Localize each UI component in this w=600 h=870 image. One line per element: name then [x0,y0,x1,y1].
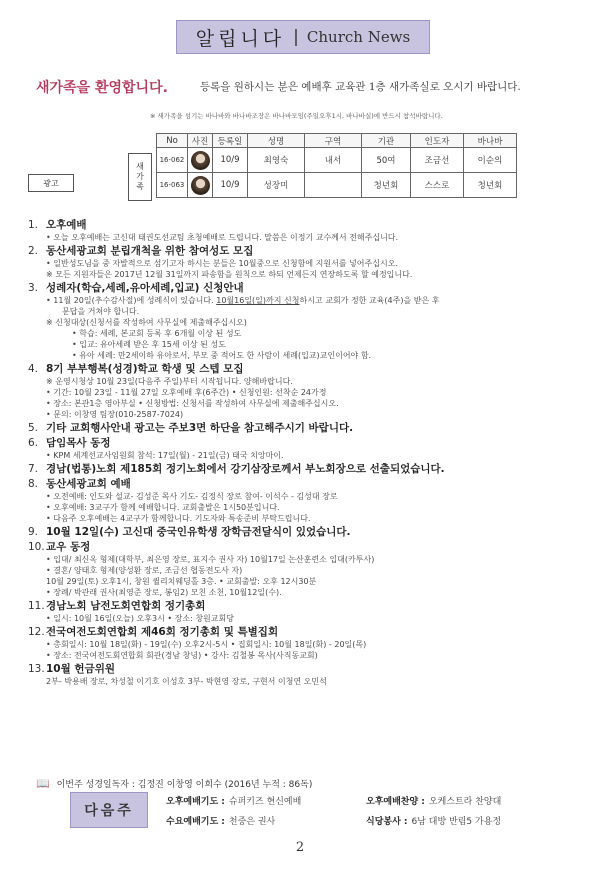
duty-key: 식당봉사 : [366,817,408,827]
item-line: • 기간: 10월 23일 - 11월 27일 오후예배 후(6주간) • 신청인원: 선착순 24가정 [46,388,327,397]
item-line: • KPM 세계선교사임원회 참석: 17일(월) - 21일(금) 태국 치앙마이. [46,451,284,460]
col-header: 성명 [248,134,305,148]
photo-cell [188,148,213,173]
item-title: 성례자(학습,세례,유아세례,입교) 신청안내 [46,282,244,294]
item-line: • 다음주 오후예배는 4교구가 함께합니다. 기도자와 특송준비 부탁드립니다. [46,514,311,523]
row-name: 최영숙 [248,148,305,173]
announcement-item [28,436,584,461]
header-title-ko: 알립니다 [195,27,286,50]
item-number: 10. [28,541,45,553]
item-title: 동산세광교회 예배 [46,478,131,490]
next-week-label: 다음주 [70,792,148,828]
item-number: 3. [28,282,39,294]
announcement-item [28,421,584,435]
book-icon: 📖 [36,777,50,790]
announcement-list [28,218,584,688]
welcome-message: 등록을 원하시는 분은 예배후 교육관 1층 새가족실로 오시기 바랍니다. [200,81,521,93]
item-line: 10월 29일(토) 오후1시, 창원 퀼리치웨딩홀 3층. • 교회출발: 오후 12시30분 [46,577,317,586]
item-line: • 오전예배: 인도와 설교- 김성준 목사 기도- 김정식 장로 참여- 이석수 - 김성대 장로 [46,492,338,501]
item-number: 8. [28,478,39,490]
newfamily-label [128,153,152,201]
item-title: 경남노회 남전도회연합회 정기총회 [46,600,206,612]
col-header: 구역 [305,134,362,148]
item-subline: • 입교: 유아세례 받은 후 15세 이상 된 성도 [72,340,226,349]
next-week-row [366,814,501,827]
item-title: 10월 헌금위원 [46,663,115,675]
item-line: • 장례/ 박관래 권사(최영준 장로, 봉임2) 모친 소천, 10월12일(수). [46,588,282,597]
announcement-item [28,477,584,524]
announcement-item [28,625,584,661]
next-week-row [166,814,275,827]
item-number: 1. [28,219,39,231]
page-header [176,20,430,54]
row-guide: 조금선 [411,148,464,173]
item-line: • 입대/ 최신옥 형제(대학부, 최은영 장로, 표지수 권사 자) 10월17일 논산훈련소 입대(카투사) [46,555,375,564]
item-line: 2부- 박용배 장로, 차성철 이기호 이성호 3부- 박현영 장로, 구현서 이청연 오민석 [46,677,327,686]
item-line: • 장소: 본관1층 영아부실 • 신청방법: 신청서를 작성하여 사무실에 제출해주십시오. [46,399,339,408]
row-barnabas: 청년회 [464,173,517,198]
item-line: • 일시: 10월 16일(오늘) 오후3시 • 장소: 창원교회당 [46,614,234,623]
item-title: 오후예배 [46,219,87,231]
duty-key: 오후예배기도 : [166,797,225,807]
col-header: 인도자 [411,134,464,148]
item-title: 8기 부부행복(성경)학교 학생 및 스텝 모집 [46,363,244,375]
header-separator: | [293,27,299,47]
item-title: 전국여전도회연합회 제46회 정기총회 및 특별집회 [46,626,279,638]
item-number: 5. [28,422,39,434]
item-title: 경남(법통)노회 제185회 정기노회에서 강기삼장로께서 부노회장으로 선출되었습니다. [46,463,445,475]
row-guide: 스스로 [411,173,464,198]
row-barnabas: 이순의 [464,148,517,173]
bible-reader-text: 이번주 성경일독자 : 김정진 이창영 이희수 (2016년 누적 : 86독) [56,780,313,790]
row-org: 50여 [362,148,411,173]
newfamily-label-char: 족 [136,182,144,191]
newfamily-label-char: 가 [136,172,144,181]
table-header-row [157,134,517,148]
announcement-item [28,281,584,361]
deadline-text: 10월16일(일)까지 신청 [216,296,300,305]
col-header: 사진 [188,134,213,148]
item-title: 기타 교회행사안내 광고는 주보3면 하단을 참고해주시기 바랍니다. [46,422,354,434]
item-line: • 장소: 전국여전도회연합회 회관(경남 창녕) • 강사: 김철봉 목사(사직동교회) [46,651,318,660]
item-title: 담임목사 동정 [46,437,111,449]
duty-value: 오케스트라 찬양대 [428,797,502,807]
announcement-item [28,599,584,624]
item-number: 6. [28,437,39,449]
row-date: 10/9 [213,148,248,173]
item-line: • 문의: 이창영 팀장(010-2587-7024) [46,410,184,419]
row-name: 성장미 [248,173,305,198]
duty-value: 천중은 권사 [228,817,276,827]
item-number: 4. [28,363,39,375]
header-title-en: Church News [306,28,411,46]
item-line: • 결혼/ 양태호 형제(양성환 장로, 조금선 협동전도사 자) [46,566,243,575]
item-title: 동산세광교회 분립개척을 위한 참여성도 모집 [46,245,254,257]
item-number: 2. [28,245,39,257]
row-district: 내서 [305,148,362,173]
announcement-item [28,244,584,280]
item-number: 7. [28,463,39,475]
col-header: 바나바 [464,134,517,148]
announcement-item [28,462,584,476]
duty-value: 슈퍼키즈 현신예배 [228,797,302,807]
item-number: 13. [28,663,45,675]
row-no: 16-062 [157,148,188,173]
next-week-row [166,794,301,807]
item-title: 10월 12일(수) 고신대 중국인유학생 장학금전달식이 있었습니다. [46,526,351,538]
item-subline: • 유아 세례: 만2세이하 유아로서, 부모 중 적어도 한 사람이 세례(입교)교인이어야 함. [72,351,372,360]
col-header: No [157,134,188,148]
announcement-item [28,662,584,687]
member-photo [191,176,210,195]
page-number: 2 [295,840,305,855]
row-date: 10/9 [213,173,248,198]
announcement-item [28,218,584,243]
row-district [305,173,362,198]
next-week-row [366,794,501,807]
table-row [157,173,517,198]
item-number: 12. [28,626,45,638]
announcement-item [28,362,584,420]
photo-cell [188,173,213,198]
item-line [28,295,584,306]
item-subline: • 학습: 세례, 본교회 등록 후 6개월 이상 된 성도 [72,329,242,338]
row-no: 16-063 [157,173,188,198]
item-line: • 오후예배: 3교구가 함께 예배합니다. 교회출발은 1시50분입니다. [46,503,280,512]
row-org: 청년회 [362,173,411,198]
item-number: 9. [28,526,39,538]
item-line: ※ 신청대상(신청서를 작성하여 사무실에 제출해주십시오) [46,318,247,327]
col-header: 기관 [362,134,411,148]
member-photo [191,151,210,170]
item-line: ※ 모든 지원자들은 2017년 12월 31일까지 파송함을 원칙으로 하되 언제든지 연장하도록 할 예정입니다. [46,270,413,279]
newfamily-label-char: 새 [136,162,144,171]
item-text: 하시고 교회가 정한 교육(4주)을 받은 후 [299,296,440,305]
col-header: 등록일 [213,134,248,148]
duty-key: 오후예배찬양 : [366,797,425,807]
item-line: • 총회일시: 10월 18일(화) - 19일(수) 오후2시-5시 • 집회일시: 10월 18일(화) - 20일(목) [46,640,367,649]
item-text: • 11월 20일(추수감사절)에 성례식이 있습니다. [46,296,217,305]
new-family-table [156,133,517,198]
item-line: • 오늘 오후예배는 고신대 태권도선교팀 초청예배로 드립니다. 말씀은 이정기 교수께서 전해주십니다. [46,233,399,242]
barnabas-note: ※ 새가족을 섬기는 바나바와 바나바조장은 바나바모임(주일오후1시, 바나바실)에 반드시 참석바랍니다. [150,112,443,120]
welcome-heading: 새가족을 환영합니다. [36,80,168,96]
duty-value: 6남 대방 반림5 가용정 [411,817,502,827]
item-line: 문답을 거쳐야 합니다. [62,307,140,316]
item-line: ※ 운영시청상 10월 23일(다음주 주일)부터 시작됩니다. 양해바랍니다. [46,377,293,386]
table-row [157,148,517,173]
item-number: 11. [28,600,45,612]
announcement-item [28,540,584,598]
next-week-box [70,788,590,832]
ad-label: 광고 [28,174,74,192]
item-line: • 일반성도님을 중 자발적으로 섬기고자 하시는 분들은 10월중으로 신청함에 지원서를 넣어주십시오. [46,259,398,268]
announcement-item [28,525,584,539]
item-title: 교우 동정 [46,541,91,553]
duty-key: 수요예배기도 : [166,817,225,827]
